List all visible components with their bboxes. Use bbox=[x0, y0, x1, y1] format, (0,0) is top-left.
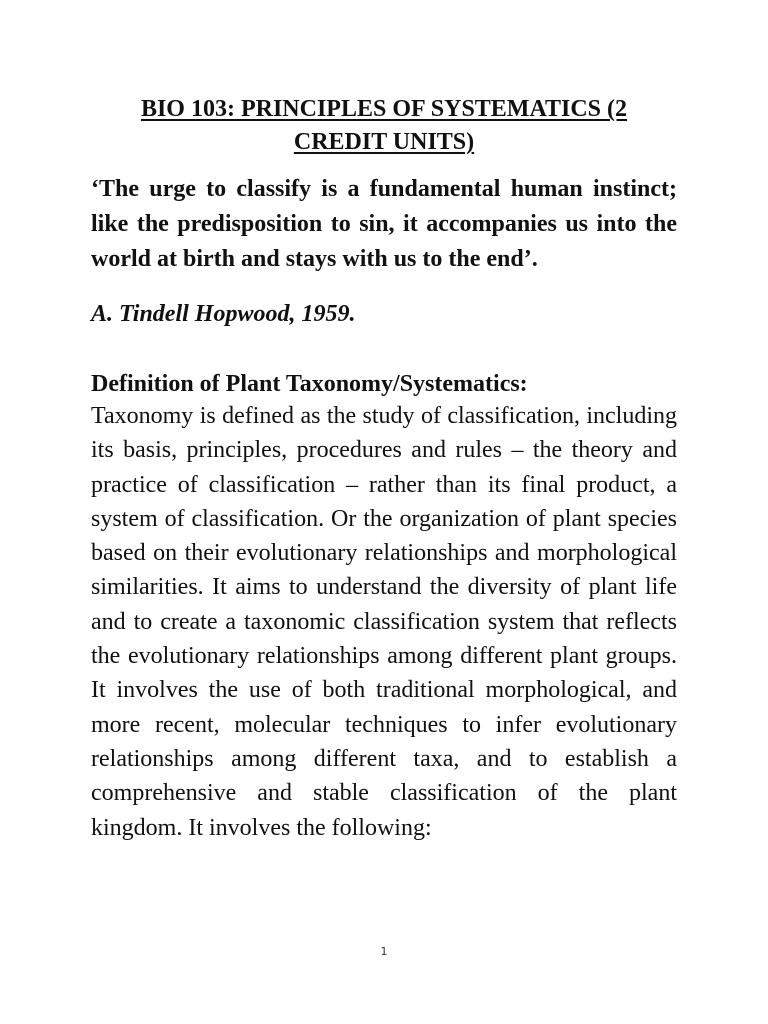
epigraph-quote: ‘The urge to classify is a fundamental human instinct; like the predisposition to sin, it accompanies us into the world at birth and stays with us to the end’. bbox=[91, 176, 677, 272]
body-paragraph: Taxonomy is defined as the study of classification, including its basis, principles, procedures and rules – the theory and practice of classification – rather than its final product, a system of classification. Or the organization of plant species based on their evolutionary relationships and morphological similarities. It aims to understand the diversity of plant life and to create a taxonomic classification system that reflects the evolutionary relationships among different plant groups. It involves the use of both traditional morphological, and more recent, molecular techniques to infer evolutionary relationships among different taxa, and to establish a comprehensive and stable classification of the plant kingdom. It involves the following: bbox=[91, 403, 677, 841]
page-title: BIO 103: PRINCIPLES OF SYSTEMATICS (2 CREDIT UNITS) bbox=[140, 96, 628, 155]
section-heading: Definition of Plant Taxonomy/Systematics: bbox=[91, 371, 528, 397]
quote-attribution: A. Tindell Hopwood, 1959. bbox=[91, 301, 356, 327]
page-number: 1 bbox=[380, 945, 388, 958]
